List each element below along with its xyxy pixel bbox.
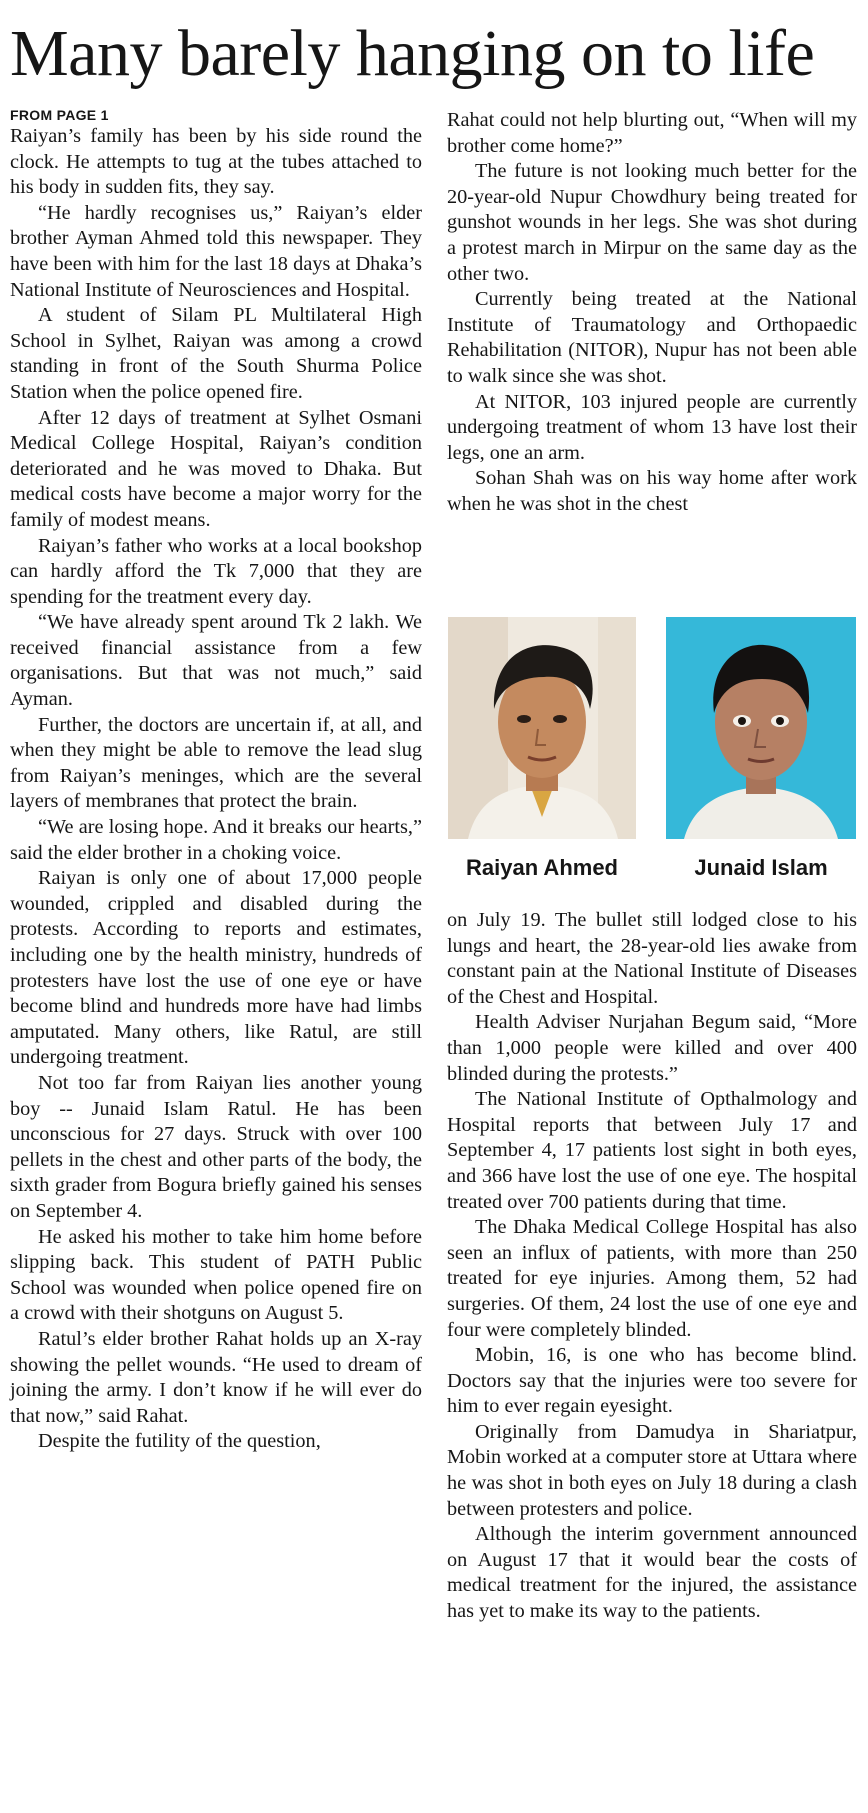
paragraph: At NITOR, 103 injured people are currently undergoing treatment of whom 13 have lost their legs, one an arm. [447,390,857,464]
article-column-right-bottom [447,908,857,1625]
paragraph: A student of Silam PL Multilateral High School in Sylhet, Raiyan was among a crowd standing in front of the South Shurma Police Station when the police opened fire. [10,304,422,403]
photo-junaid-islam [666,617,856,839]
portrait-image [448,617,636,839]
photo-raiyan-ahmed [448,617,636,839]
paragraph: He asked his mother to take him home before slipping back. This student of PATH Public School was wounded when police opened fire on a crowd with their shotguns on August 5. [10,1225,422,1325]
paragraph: Raiyan’s father who works at a local bookshop can hardly afford the Tk 7,000 that they are spending for the treatment every day. [10,534,422,608]
paragraph: Raiyan’s family has been by his side round the clock. He attempts to tug at the tubes attached to his body in sudden fits, they say. [10,125,422,199]
paragraph: The future is not looking much better for the 20-year-old Nupur Chowdhury being treated for gunshot wounds in her legs. She was shot during a protest march in Mirpur on the same day as the other two. [447,160,857,285]
paragraph: Rahat could not help blurting out, “When will my brother come home?” [447,109,857,157]
paragraph: Raiyan is only one of about 17,000 people wounded, crippled and disabled during the protests. According to reports and estimates, including one by the health ministry, hundreds of protesters have lost the use of one eye or have become blind and hundreds more have had limbs amputated. Many others, like Ratul, are still undergoing treatment. [10,867,422,1069]
paragraph: Ratul’s elder brother Rahat holds up an X-ray showing the pellet wounds. “He used to dream of joining the army. I don’t know if he will ever do that now,” said Rahat. [10,1327,422,1427]
paragraph: After 12 days of treatment at Sylhet Osmani Medical College Hospital, Raiyan’s condition deteriorated and he was moved to Dhaka. But medical costs have become a major worry for the family of modest means. [10,406,422,531]
paragraph: Originally from Damudya in Shariatpur, Mobin worked at a computer store at Uttara where he was shot in both eyes on July 18 during a clash between protesters and police. [447,1420,857,1520]
paragraph: Sohan Shah was on his way home after work when he was shot in the chest [447,467,857,515]
headline: Many barely hanging on to life [10,17,815,90]
paragraph: Mobin, 16, is one who has become blind. Doctors say that the injuries were too severe for him to ever regain eyesight. [447,1344,857,1418]
paragraph: The National Institute of Opthalmology and Hospital reports that between July 17 and September 4, 17 patients lost sight in both eyes, and 366 have lost the use of one eye. The hospital treated over 700 patients during that time. [447,1088,857,1213]
portrait-image [666,617,856,839]
kicker: FROM PAGE 1 [10,107,109,123]
paragraph: “We have already spent around Tk 2 lakh. We received financial assistance from a few organisations. But that was not much,” said Ayman. [10,611,422,711]
paragraph: Not too far from Raiyan lies another young boy -- Junaid Islam Ratul. He has been unconscious for 27 days. Struck with over 100 pellets in the chest and other parts of the body, the sixth grader from Bogura briefly gained his senses on September 4. [10,1071,422,1222]
paragraph: The Dhaka Medical College Hospital has also seen an influx of patients, with more than 250 treated for eye injuries. Among them, 52 had surgeries. Of them, 24 lost the use of one eye and four were completely blinded. [447,1216,857,1341]
paragraph: “We are losing hope. And it breaks our hearts,” said the elder brother in a choking voice. [10,816,422,864]
paragraph: on July 19. The bullet still lodged close to his lungs and heart, the 28-year-old lies awake from constant pain at the National Institute of Diseases of the Chest and Hospital. [447,909,857,1008]
paragraph: Despite the futility of the question, [38,1430,321,1453]
paragraph: Health Adviser Nurjahan Begum said, “More than 1,000 people were killed and over 400 blinded during the protests.” [447,1011,857,1085]
photo-caption: Junaid Islam [694,855,828,880]
paragraph: Although the interim government announced on August 17 that it would bear the costs of medical treatment for the injured, the assistance has yet to make its way to the patients. [447,1523,857,1623]
photo-caption: Raiyan Ahmed [465,855,618,880]
article-column-right-top [447,108,857,518]
paragraph: Currently being treated at the National Institute of Traumatology and Orthopaedic Rehabilitation (NITOR), Nupur has not been able to walk since she was shot. [447,288,857,387]
article-column-left [10,108,422,1455]
paragraph: Further, the doctors are uncertain if, at all, and when they might be able to remove the lead slug from Raiyan’s meninges, which are the several layers of membranes that protect the brain. [10,713,422,813]
paragraph: “He hardly recognises us,” Raiyan’s elder brother Ayman Ahmed told this newspaper. They have been with him for the last 18 days at Dhaka’s National Institute of Neurosciences and Hospital. [10,201,422,301]
